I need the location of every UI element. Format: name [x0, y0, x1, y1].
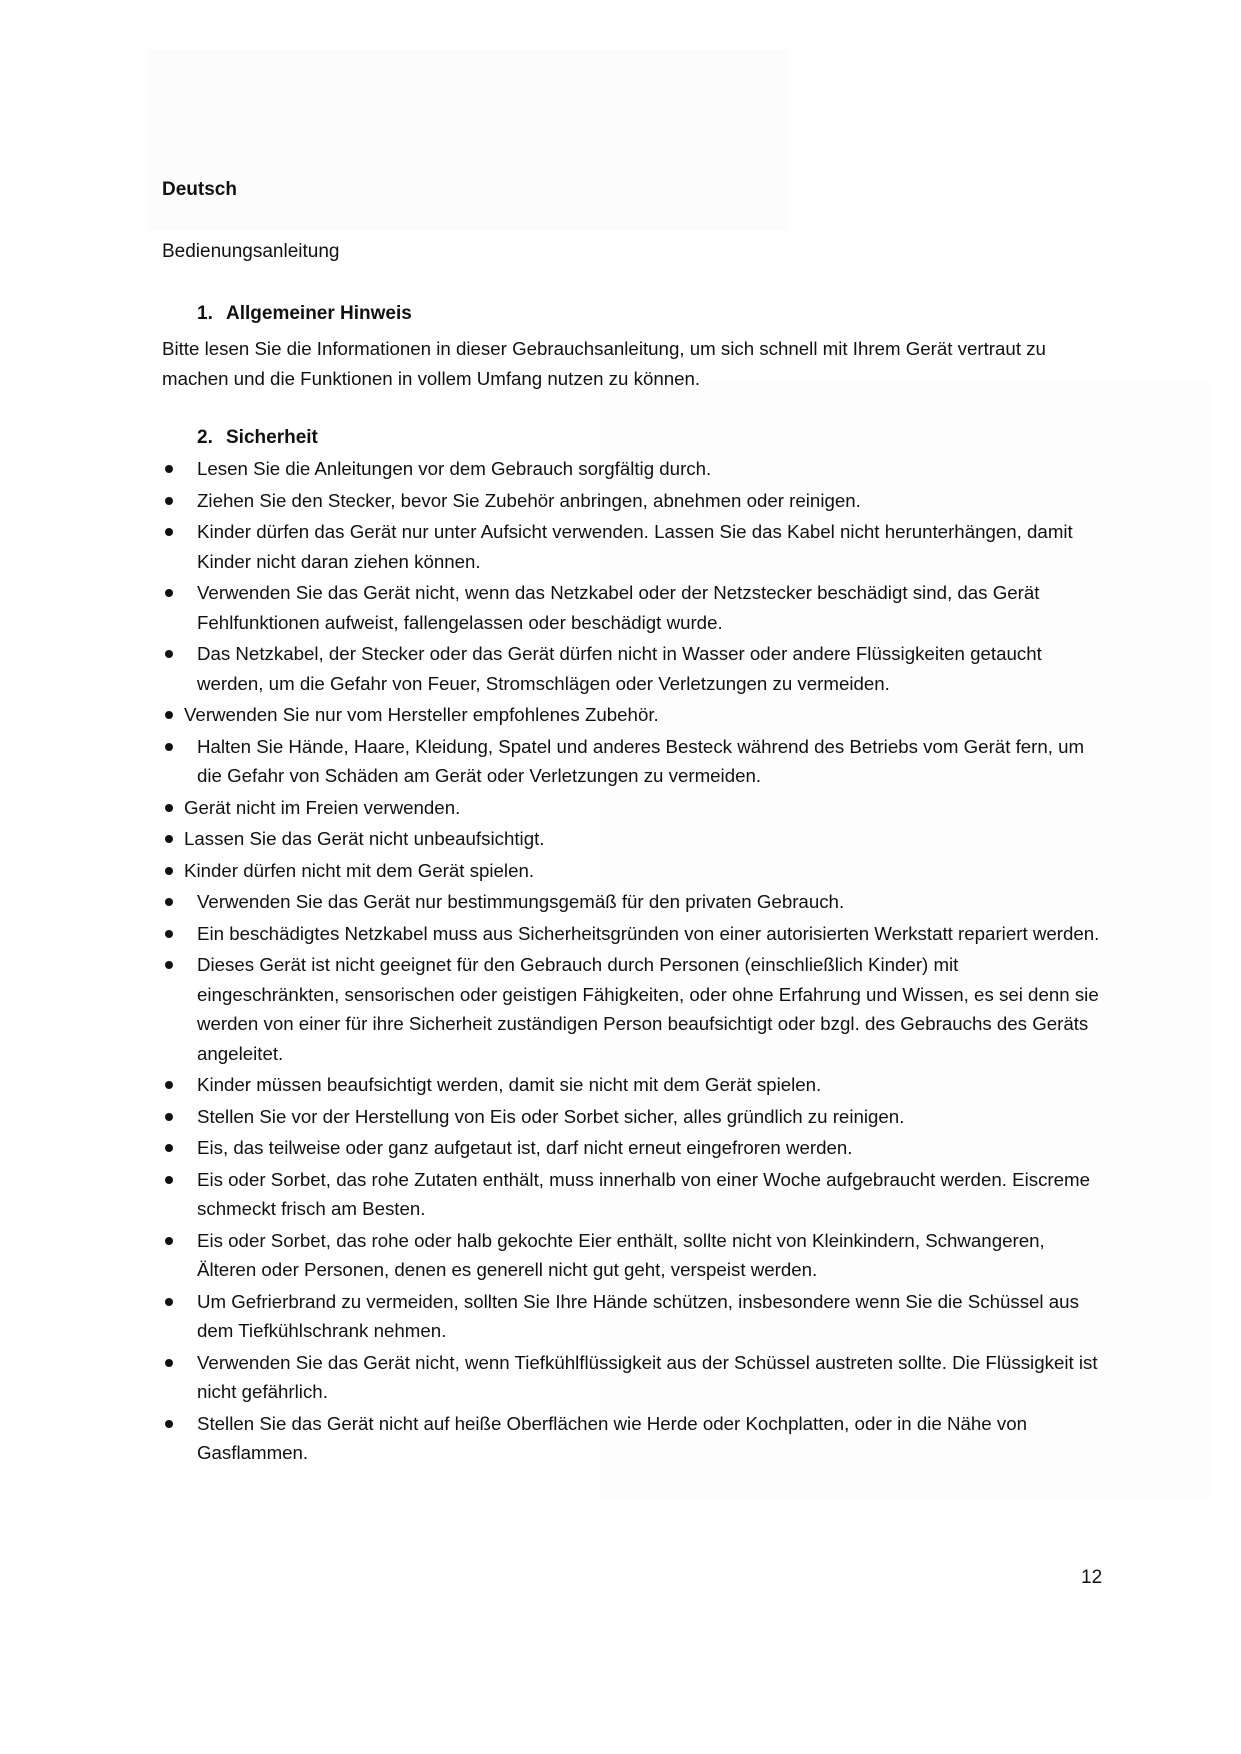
safety-item: Dieses Gerät ist nicht geeignet für den Gebrauch durch Personen (einschließlich Kinder) mit eingeschränkten, sensorischen oder geistigen Fähigkeiten, oder ohne Erfahrung und Wissen, es sei denn sie werden von einer für ihre Sicherheit zuständigen Person beaufsichtigt oder bzgl. des Gebrauchs des Geräts angeleitet. — [162, 950, 1102, 1068]
safety-item: Kinder müssen beaufsichtigt werden, damit sie nicht mit dem Gerät spielen. — [162, 1070, 1102, 1100]
safety-item: Verwenden Sie das Gerät nur bestimmungsgemäß für den privaten Gebrauch. — [162, 887, 1102, 917]
safety-item: Kinder dürfen nicht mit dem Gerät spielen. — [162, 856, 1102, 886]
general-note-paragraph: Bitte lesen Sie die Informationen in dieser Gebrauchsanleitung, um sich schnell mit Ihrem Gerät vertraut zu machen und die Funktionen in vollem Umfang nutzen zu können. — [162, 338, 1046, 389]
safety-item: Lesen Sie die Anleitungen vor dem Gebrauch sorgfältig durch. — [162, 454, 1102, 484]
safety-item: Verwenden Sie das Gerät nicht, wenn das Netzkabel oder der Netzstecker beschädigt sind, das Gerät Fehlfunktionen aufweist, fallengelassen oder beschädigt wurde. — [162, 578, 1102, 637]
section-number: 2. — [197, 427, 213, 448]
document-subtitle: Bedienungsanleitung — [162, 241, 340, 262]
section-title: Sicherheit — [226, 427, 318, 448]
section-heading-general — [197, 303, 412, 325]
safety-item: Kinder dürfen das Gerät nur unter Aufsicht verwenden. Lassen Sie das Kabel nicht herunterhängen, damit Kinder nicht daran ziehen können. — [162, 517, 1102, 576]
safety-item: Eis, das teilweise oder ganz aufgetaut ist, darf nicht erneut eingefroren werden. — [162, 1133, 1102, 1163]
safety-item: Verwenden Sie nur vom Hersteller empfohlenes Zubehör. — [162, 700, 1102, 730]
safety-item: Stellen Sie das Gerät nicht auf heiße Oberflächen wie Herde oder Kochplatten, oder in die Nähe von Gasflammen. — [162, 1409, 1102, 1468]
safety-item: Ziehen Sie den Stecker, bevor Sie Zubehör anbringen, abnehmen oder reinigen. — [162, 486, 1102, 516]
section-title: Allgemeiner Hinweis — [226, 303, 412, 324]
page-number: 12 — [1081, 1567, 1103, 1588]
safety-item: Ein beschädigtes Netzkabel muss aus Sicherheitsgründen von einer autorisierten Werkstatt repariert werden. — [162, 919, 1102, 949]
safety-item: Das Netzkabel, der Stecker oder das Gerät dürfen nicht in Wasser oder andere Flüssigkeiten getaucht werden, um die Gefahr von Feuer, Stromschlägen oder Verletzungen zu vermeiden. — [162, 639, 1102, 698]
safety-item: Um Gefrierbrand zu vermeiden, sollten Sie Ihre Hände schützen, insbesondere wenn Sie die Schüssel aus dem Tiefkühlschrank nehmen. — [162, 1287, 1102, 1346]
safety-item: Eis oder Sorbet, das rohe Zutaten enthält, muss innerhalb von einer Woche aufgebraucht werden. Eiscreme schmeckt frisch am Besten. — [162, 1165, 1102, 1224]
safety-list — [162, 454, 1102, 1470]
section-heading-safety — [197, 427, 318, 449]
language-heading: Deutsch — [162, 179, 237, 200]
safety-item: Eis oder Sorbet, das rohe oder halb gekochte Eier enthält, sollte nicht von Kleinkindern, Schwangeren, Älteren oder Personen, denen es generell nicht gut geht, verspeist werden. — [162, 1226, 1102, 1285]
safety-item: Halten Sie Hände, Haare, Kleidung, Spatel und anderes Besteck während des Betriebs vom Gerät fern, um die Gefahr von Schäden am Gerät oder Verletzungen zu vermeiden. — [162, 732, 1102, 791]
safety-item: Lassen Sie das Gerät nicht unbeaufsichtigt. — [162, 824, 1102, 854]
safety-item: Stellen Sie vor der Herstellung von Eis oder Sorbet sicher, alles gründlich zu reinigen. — [162, 1102, 1102, 1132]
safety-item: Verwenden Sie das Gerät nicht, wenn Tiefkühlflüssigkeit aus der Schüssel austreten sollte. Die Flüssigkeit ist nicht gefährlich. — [162, 1348, 1102, 1407]
background-shade — [148, 50, 788, 230]
safety-item: Gerät nicht im Freien verwenden. — [162, 793, 1102, 823]
section-number: 1. — [197, 303, 213, 324]
